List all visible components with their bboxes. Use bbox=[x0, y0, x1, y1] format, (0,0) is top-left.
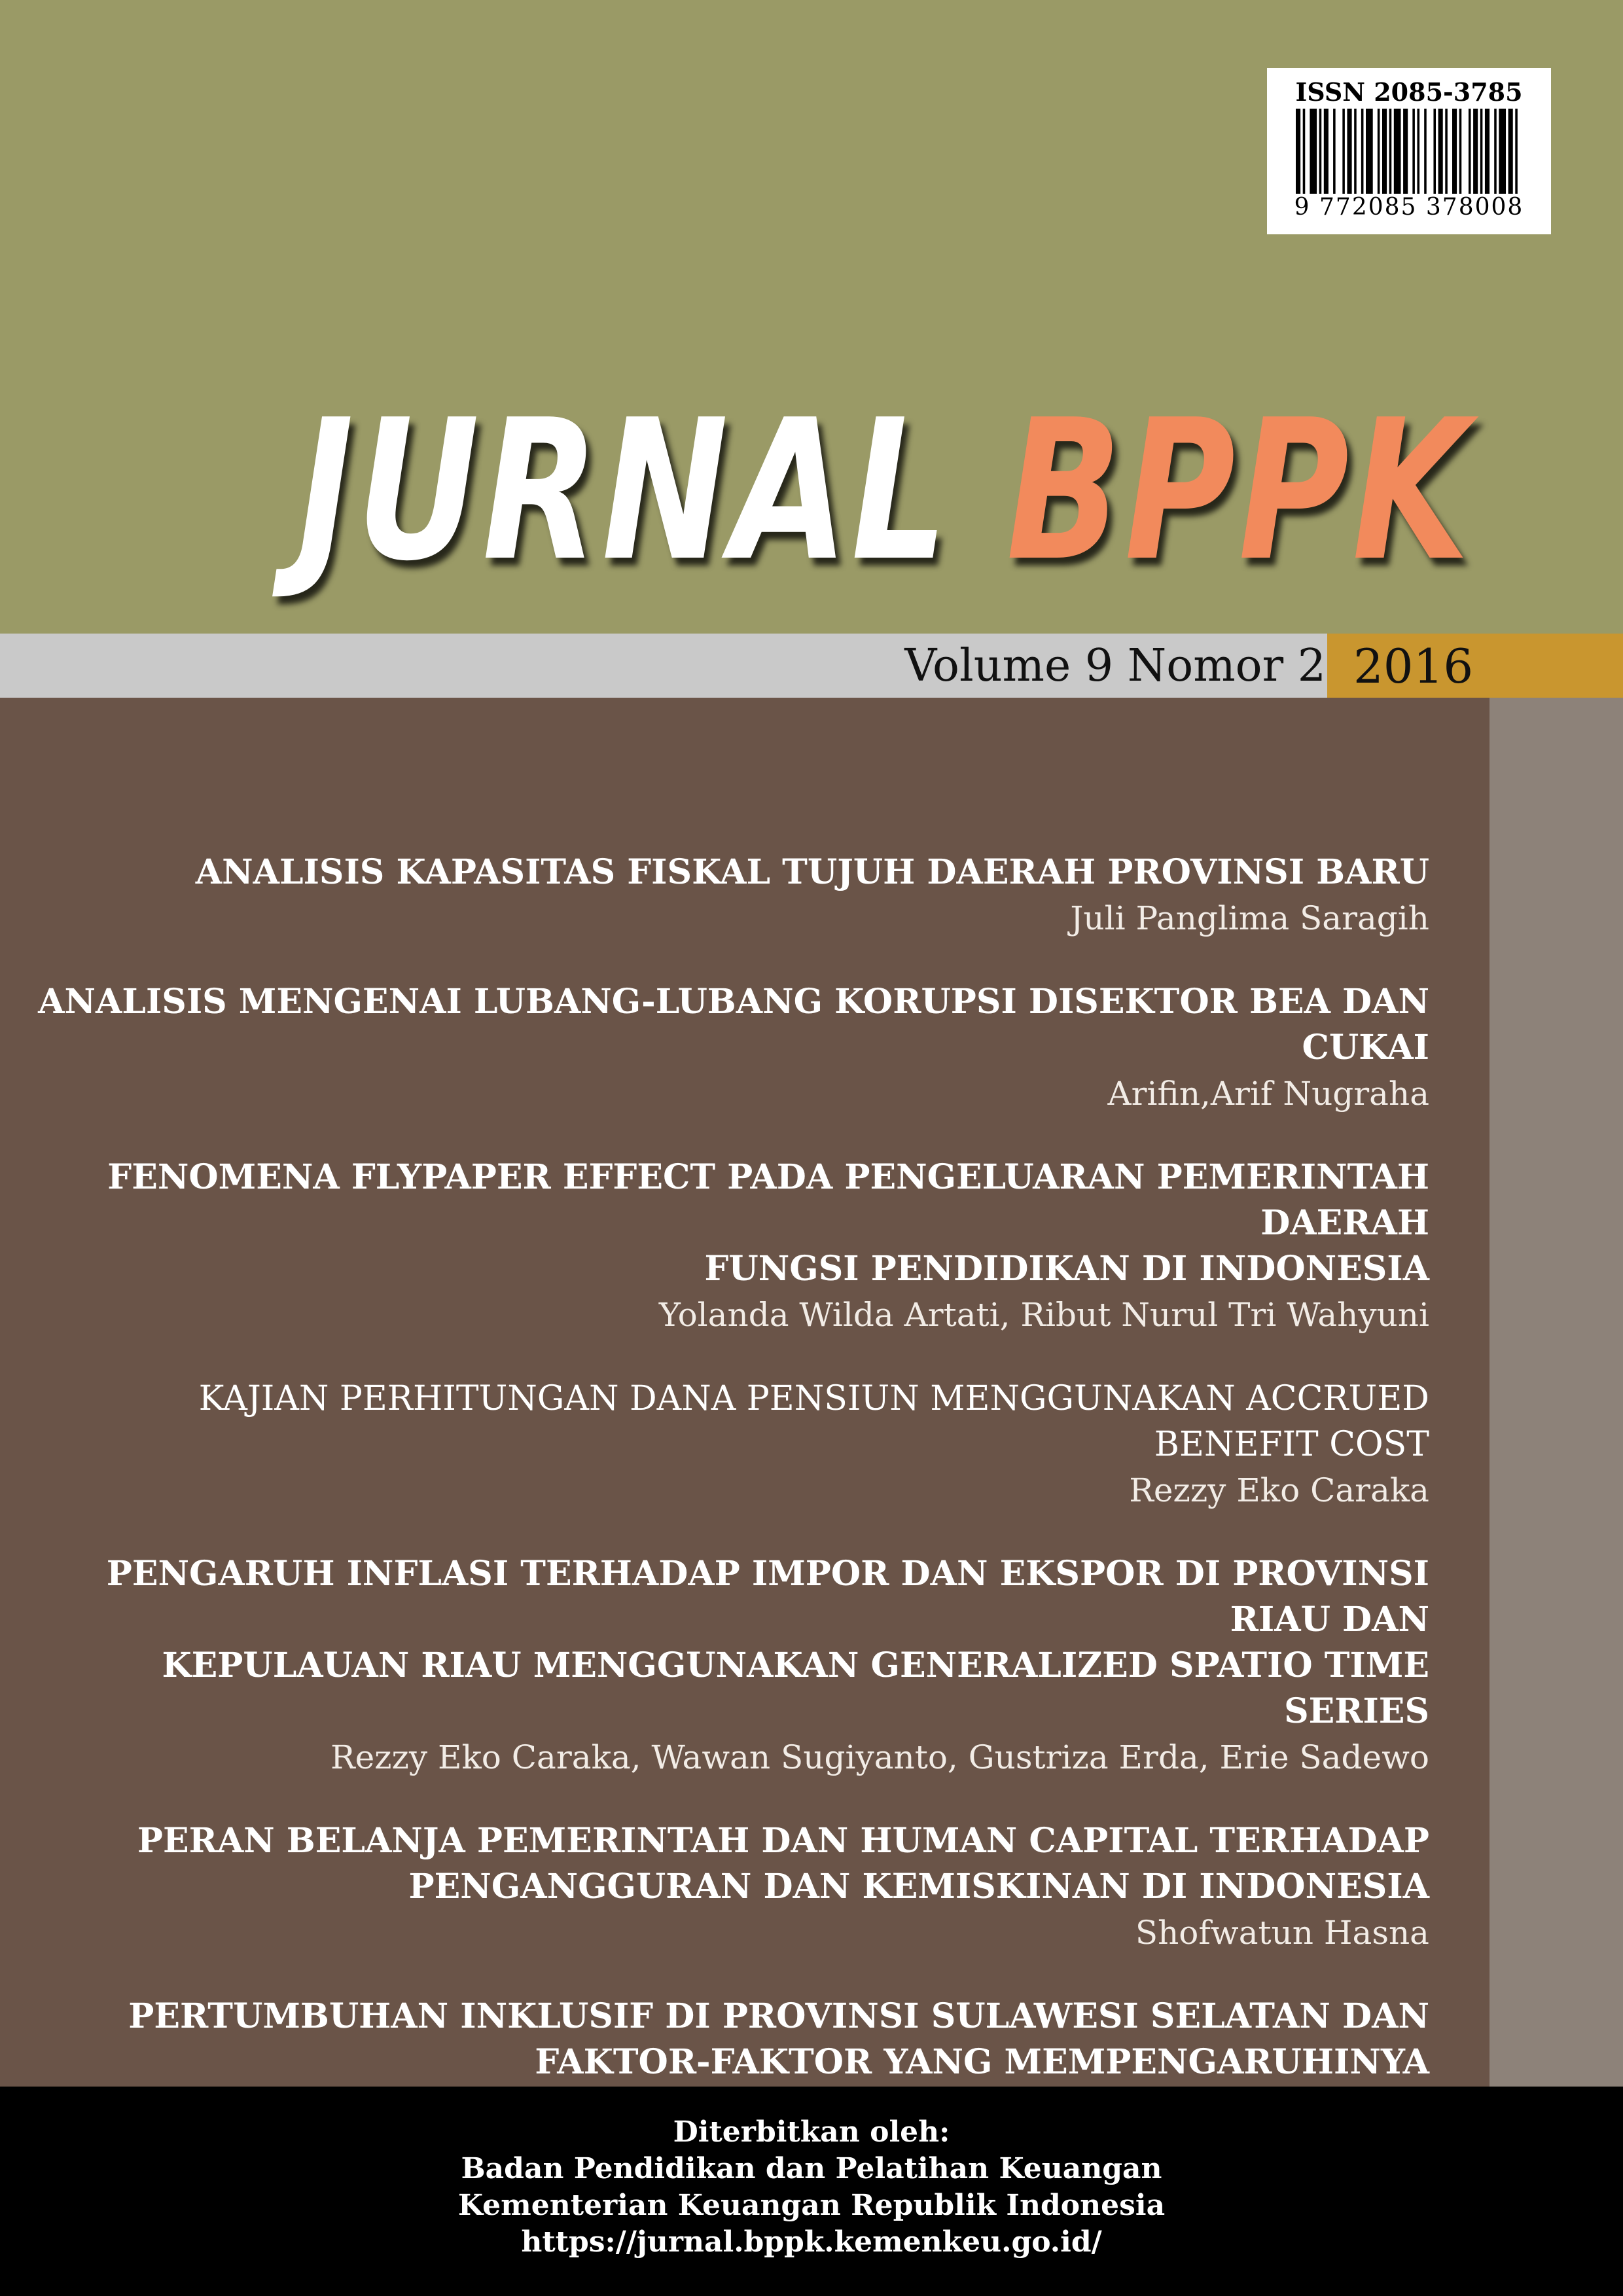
table-of-contents bbox=[29, 850, 1429, 2169]
article-authors: Rezzy Eko Caraka bbox=[1129, 1471, 1429, 1509]
side-strip bbox=[1489, 698, 1623, 2087]
article-title-line: PENGANGGURAN DAN KEMISKINAN DI INDONESIA bbox=[408, 1867, 1429, 1907]
barcode-number: 9 772085 378008 bbox=[1293, 194, 1526, 221]
article-entry bbox=[29, 850, 1429, 941]
article-entry bbox=[29, 1155, 1429, 1338]
article-title: PERAN BELANJA PEMERINTAH DAN HUMAN CAPITAL TERHADAP bbox=[137, 1821, 1429, 1861]
article-title: PERTUMBUHAN INKLUSIF DI PROVINSI SULAWESI SELATAN DAN bbox=[128, 1996, 1429, 2036]
article-entry bbox=[29, 979, 1429, 1117]
volume-number: Volume 9 Nomor 2 bbox=[904, 640, 1326, 692]
article-entry bbox=[29, 1376, 1429, 1513]
journal-title-word-jurnal: JURNAL bbox=[297, 378, 951, 603]
barcode-label bbox=[1267, 68, 1551, 234]
article-title: FENOMENA FLYPAPER EFFECT PADA PENGELUARAN PEMERINTAH DAERAH bbox=[107, 1157, 1429, 1243]
article-authors: Juli Panglima Saragih bbox=[1070, 899, 1429, 937]
article-title-line: FUNGSI PENDIDIKAN DI INDONESIA bbox=[704, 1249, 1429, 1289]
footer-published-by: Diterbitkan oleh: bbox=[673, 2115, 950, 2149]
footer-ministry: Kementerian Keuangan Republik Indonesia bbox=[457, 2189, 1166, 2222]
year-strip bbox=[1327, 634, 1623, 698]
footer-agency: Badan Pendidikan dan Pelatihan Keuangan bbox=[461, 2152, 1162, 2185]
article-entry bbox=[29, 1551, 1429, 1780]
article-authors: Shofwatun Hasna bbox=[1135, 1914, 1429, 1952]
article-authors: Arifin,Arif Nugraha bbox=[1107, 1075, 1429, 1113]
issn-text: ISSN 2085-3785 bbox=[1295, 77, 1523, 107]
footer-website-link[interactable]: https://jurnal.bppk.kemenkeu.go.id/ bbox=[521, 2225, 1102, 2259]
article-title: KAJIAN PERHITUNGAN DANA PENSIUN MENGGUNAKAN ACCRUED BENEFIT COST bbox=[198, 1379, 1429, 1464]
article-title: ANALISIS MENGENAI LUBANG-LUBANG KORUPSI DISEKTOR BEA DAN CUKAI bbox=[38, 982, 1429, 1067]
article-authors: Rezzy Eko Caraka, Wawan Sugiyanto, Gustriza Erda, Erie Sadewo bbox=[330, 1738, 1429, 1776]
article-entry bbox=[29, 1818, 1429, 1956]
journal-title bbox=[298, 380, 1472, 602]
journal-title-word-bppk: BPPK bbox=[1006, 378, 1472, 603]
issue-year: 2016 bbox=[1353, 639, 1474, 694]
article-title-line: FAKTOR-FAKTOR YANG MEMPENGARUHINYA bbox=[535, 2042, 1429, 2082]
article-authors: Yolanda Wilda Artati, Ribut Nurul Tri Wahyuni bbox=[658, 1296, 1429, 1334]
article-title: PENGARUH INFLASI TERHADAP IMPOR DAN EKSPOR DI PROVINSI RIAU DAN bbox=[106, 1554, 1429, 1640]
article-title: ANALISIS KAPASITAS FISKAL TUJUH DAERAH PROVINSI BARU bbox=[195, 852, 1429, 892]
barcode-icon bbox=[1296, 109, 1522, 207]
article-title-line: KEPULAUAN RIAU MENGGUNAKAN GENERALIZED SPATIO TIME SERIES bbox=[162, 1645, 1429, 1731]
publisher-footer bbox=[0, 2087, 1623, 2296]
